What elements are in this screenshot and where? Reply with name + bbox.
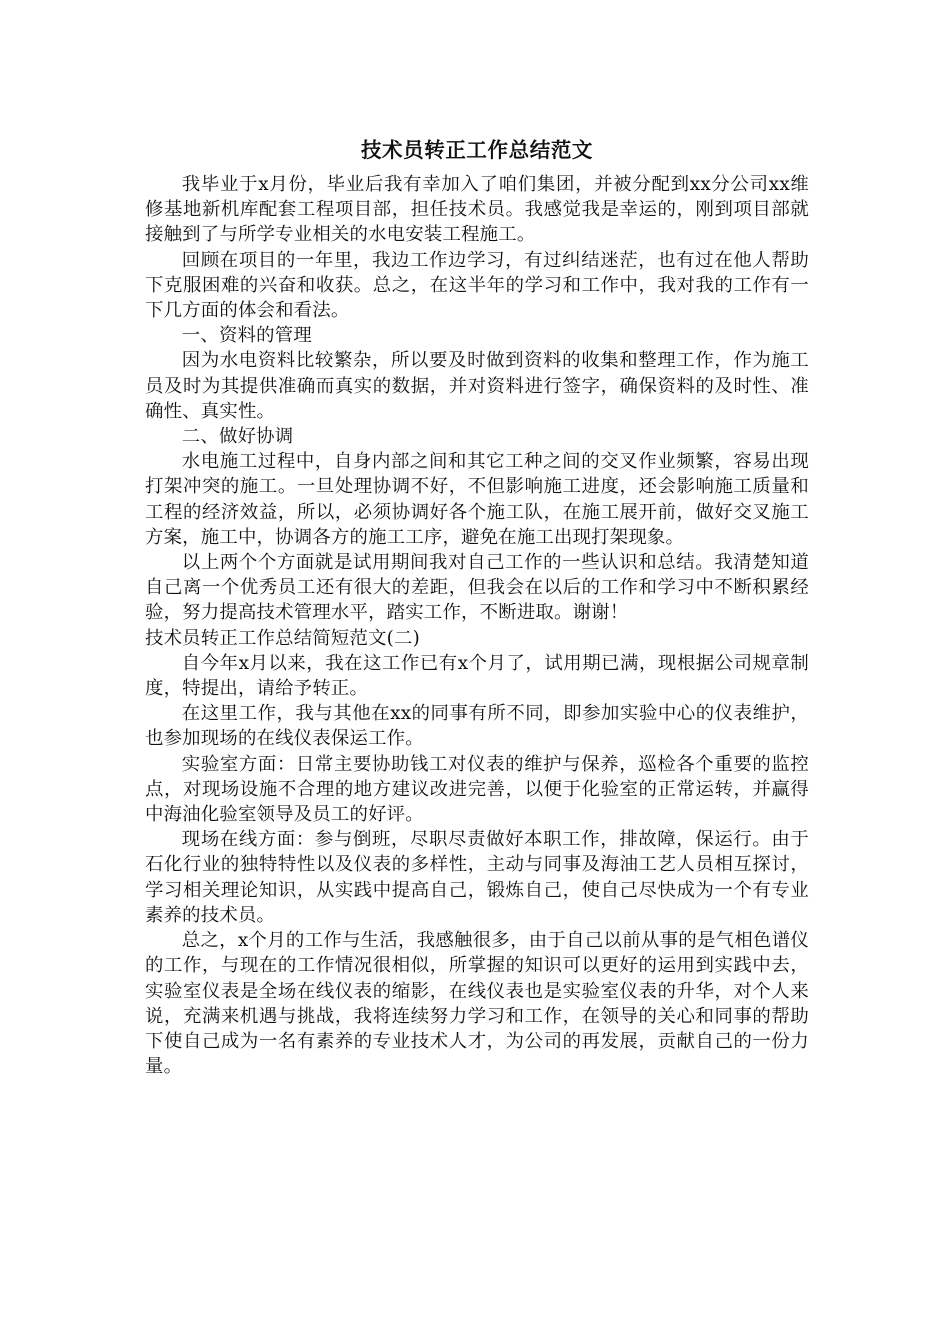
section-heading: 二、做好协调 (181, 426, 294, 448)
paragraph: 以上两个个方面就是试用期间我对自己工作的一些认识和总结。我清楚知道自己离一个优秀员工还有很大的差距，但我会在以后的工作和学习中不断积累经验，努力提高技术管理水平，踏实工作，不断进取。谢谢！ (145, 552, 809, 624)
paragraph: 回顾在项目的一年里，我边工作边学习，有过纠结迷茫，也有过在他人帮助下克服困难的兴奋和收获。总之，在这半年的学习和工作中，我对我的工作有一下几方面的体会和看法。 (145, 249, 809, 322)
paragraph: 水电施工过程中，自身内部之间和其它工种之间的交叉作业频繁，容易出现打架冲突的施工。一旦处理协调不好，不但影响施工进度，还会影响施工质量和工程的经济效益，所以，必须协调好各个施工队，在施工展开前，做好交叉施工方案，施工中，协调各方的施工工序，避免在施工出现打架现象。 (145, 451, 809, 548)
paragraph: 实验室方面：日常主要协助钱工对仪表的维护与保养，巡检各个重要的监控点，对现场设施不合理的地方建议改进完善，以便于化验室的正常运转，并赢得中海油化验室领导及员工的好评。 (145, 753, 809, 826)
document-body (145, 136, 809, 1079)
section-heading: 一、资料的管理 (181, 325, 312, 347)
paragraph: 自今年x月以来，我在这工作已有x个月了，试用期已满，现根据公司规章制度，特提出，请给予转正。 (145, 652, 809, 700)
paragraph: 因为水电资料比较繁杂，所以要及时做到资料的收集和整理工作，作为施工员及时为其提供准确而真实的数据，并对资料进行签字，确保资料的及时性、准确性、真实性。 (145, 350, 809, 422)
paragraph: 在这里工作，我与其他在xx的同事有所不同，即参加实验中心的仪表维护，也参加现场的在线仪表保运工作。 (145, 703, 809, 750)
second-article-title: 技术员转正工作总结简短范文(二) (145, 627, 421, 649)
paragraph: 现场在线方面：参与倒班，尽职尽责做好本职工作，排故障，保运行。由于石化行业的独特特性以及仪表的多样性，主动与同事及海油工艺人员相互探讨，学习相关理论知识，从实践中提高自己，锻炼自己，使自己尽快成为一个有专业素养的技术员。 (145, 829, 809, 926)
document-title: 技术员转正工作总结范文 (360, 138, 594, 162)
paragraph: 我毕业于x月份，毕业后我有幸加入了咱们集团，并被分配到xx分公司xx维修基地新机库配套工程项目部，担任技术员。我感觉我是幸运的，刚到项目部就接触到了与所学专业相关的水电安装工程施工。 (145, 174, 809, 246)
paragraph: 总之，x个月的工作与生活，我感触很多，由于自己以前从事的是气相色谱仪的工作，与现在的工作情况很相似，所掌握的知识可以更好的运用到实践中去，实验室仪表是全场在线仪表的缩影，在线仪表也是实验室仪表的升华，对个人来说，充满来机遇与挑战，我将连续努力学习和工作，在领导的关心和同事的帮助下使自己成为一名有素养的专业技术人才，为公司的再发展，贡献自己的一份力量。 (145, 930, 809, 1078)
